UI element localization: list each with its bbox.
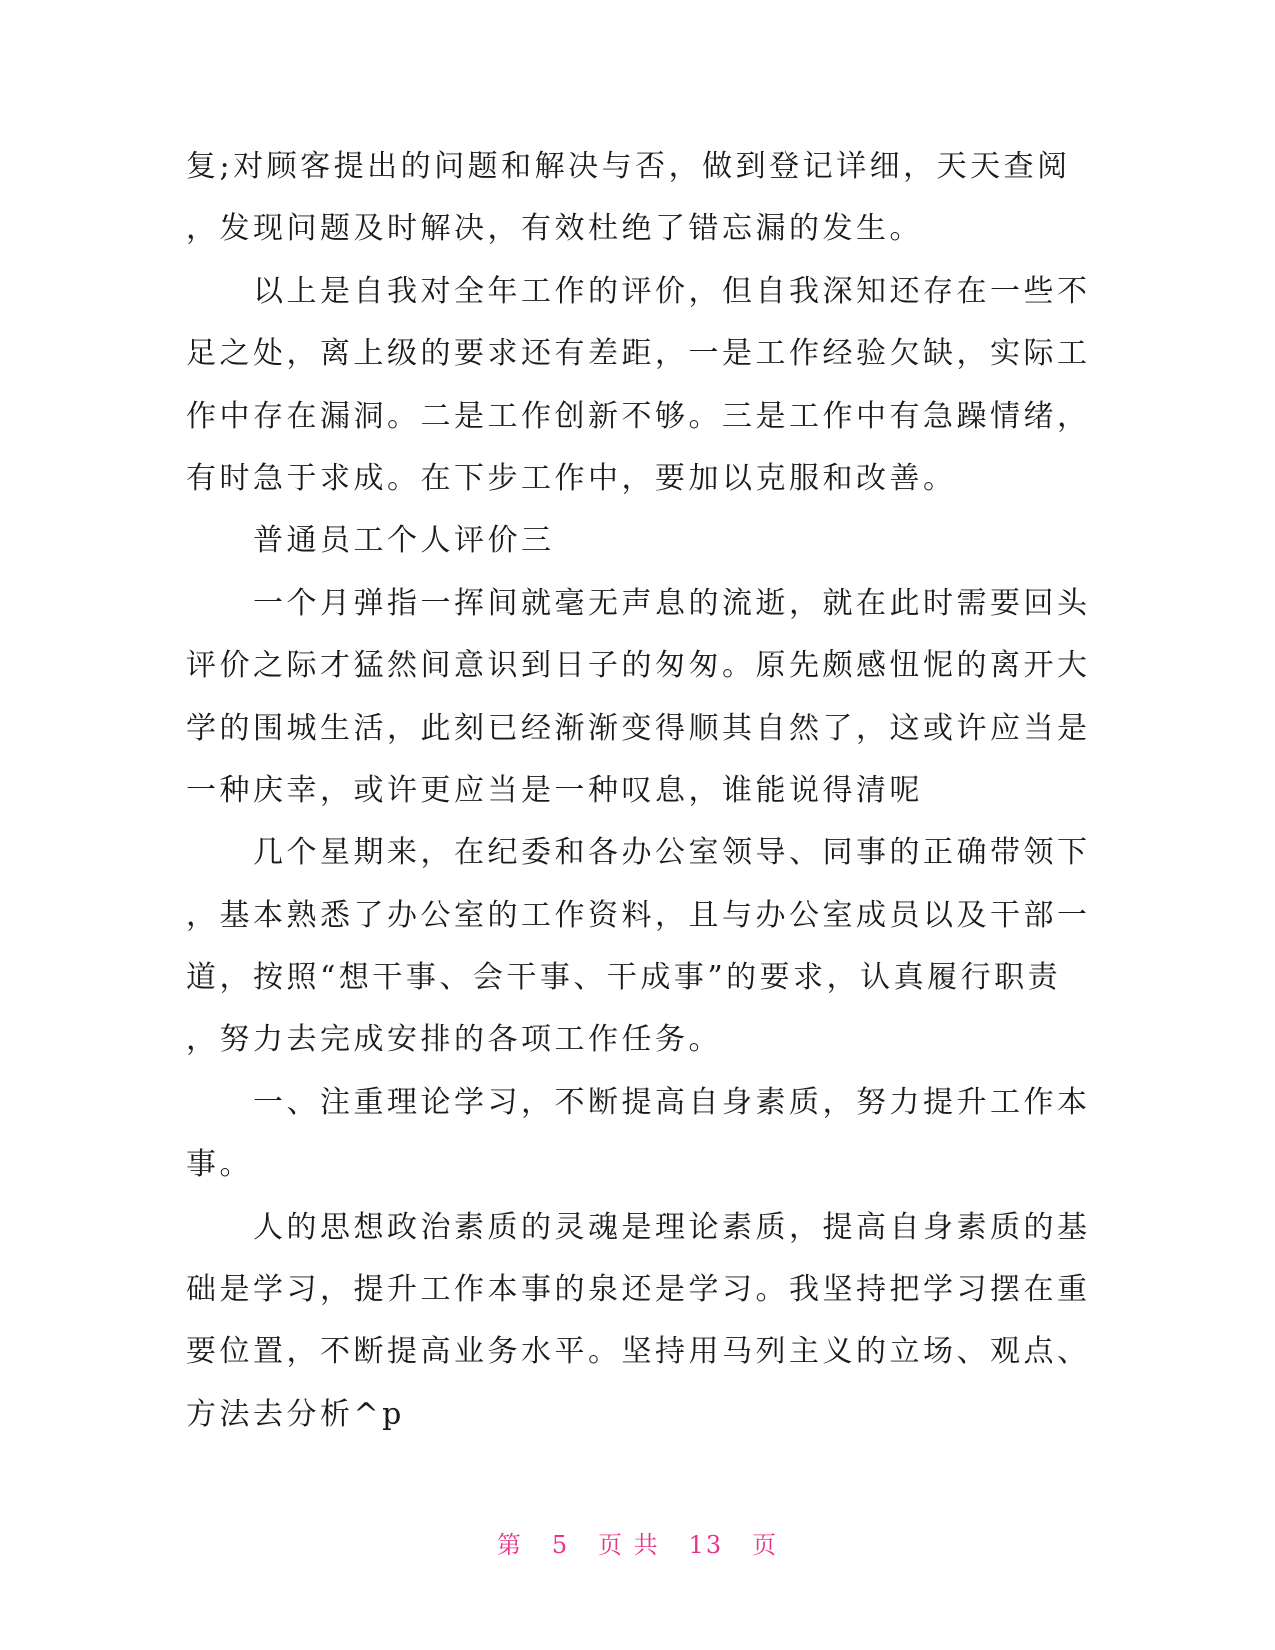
document-body — [186, 136, 1091, 1446]
text-line: 要位置，不断提高业务水平。坚持用马列主义的立场、观点、 — [186, 1334, 1091, 1370]
text-line: 有时急于求成。在下步工作中，要加以克服和改善。 — [186, 460, 957, 496]
text-line: 道，按照“想干事、会干事、干成事”的要求，认真履行职责 — [186, 960, 1062, 996]
text-line: 复;对顾客提出的问题和解决与否，做到登记详细，天天查阅 — [186, 149, 1071, 184]
text-line: 事。 — [186, 1147, 253, 1183]
text-line: 一、注重理论学习，不断提高自身素质，努力提升工作本 — [186, 1084, 1091, 1120]
footer-page-number: 5 — [551, 1531, 570, 1559]
text-line: 几个星期来，在纪委和各办公室领导、同事的正确带领下 — [186, 835, 1091, 871]
text-line: ，发现问题及时解决，有效杜绝了错忘漏的发生。 — [186, 211, 923, 247]
text-line: 学的围城生活，此刻已经渐渐变得顺其自然了，这或许应当是 — [186, 710, 1091, 746]
footer-prefix: 第 — [496, 1531, 523, 1559]
text-line: 一种庆幸，或许更应当是一种叹息，谁能说得清呢 — [186, 772, 923, 808]
text-line: 以上是自我对全年工作的评价，但自我深知还存在一些不 — [186, 273, 1091, 309]
text-line: ，基本熟悉了办公室的工作资料，且与办公室成员以及干部一 — [186, 897, 1091, 933]
text-line: 作中存在漏洞。二是工作创新不够。三是工作中有急躁情绪， — [186, 398, 1091, 434]
text-line: 一个月弹指一挥间就毫无声息的流逝，就在此时需要回头 — [186, 585, 1091, 621]
footer-middle: 页 共 — [598, 1531, 660, 1559]
text-line: 础是学习，提升工作本事的泉还是学习。我坚持把学习摆在重 — [186, 1272, 1091, 1308]
footer-total-pages: 13 — [688, 1531, 724, 1559]
text-line: 人的思想政治素质的灵魂是理论素质，提高自身素质的基 — [186, 1209, 1091, 1245]
section-heading: 普通员工个人评价三 — [186, 523, 555, 559]
text-line: 评价之际才猛然间意识到日子的匆匆。原先颇感忸怩的离开大 — [186, 648, 1091, 684]
footer-suffix: 页 — [752, 1531, 779, 1559]
text-line: 足之处，离上级的要求还有差距，一是工作经验欠缺，实际工 — [186, 336, 1091, 372]
text-line: ，努力去完成安排的各项工作任务。 — [186, 1022, 722, 1058]
page-footer — [0, 1525, 1275, 1560]
text-line: 方法去分析^p — [186, 1396, 405, 1432]
